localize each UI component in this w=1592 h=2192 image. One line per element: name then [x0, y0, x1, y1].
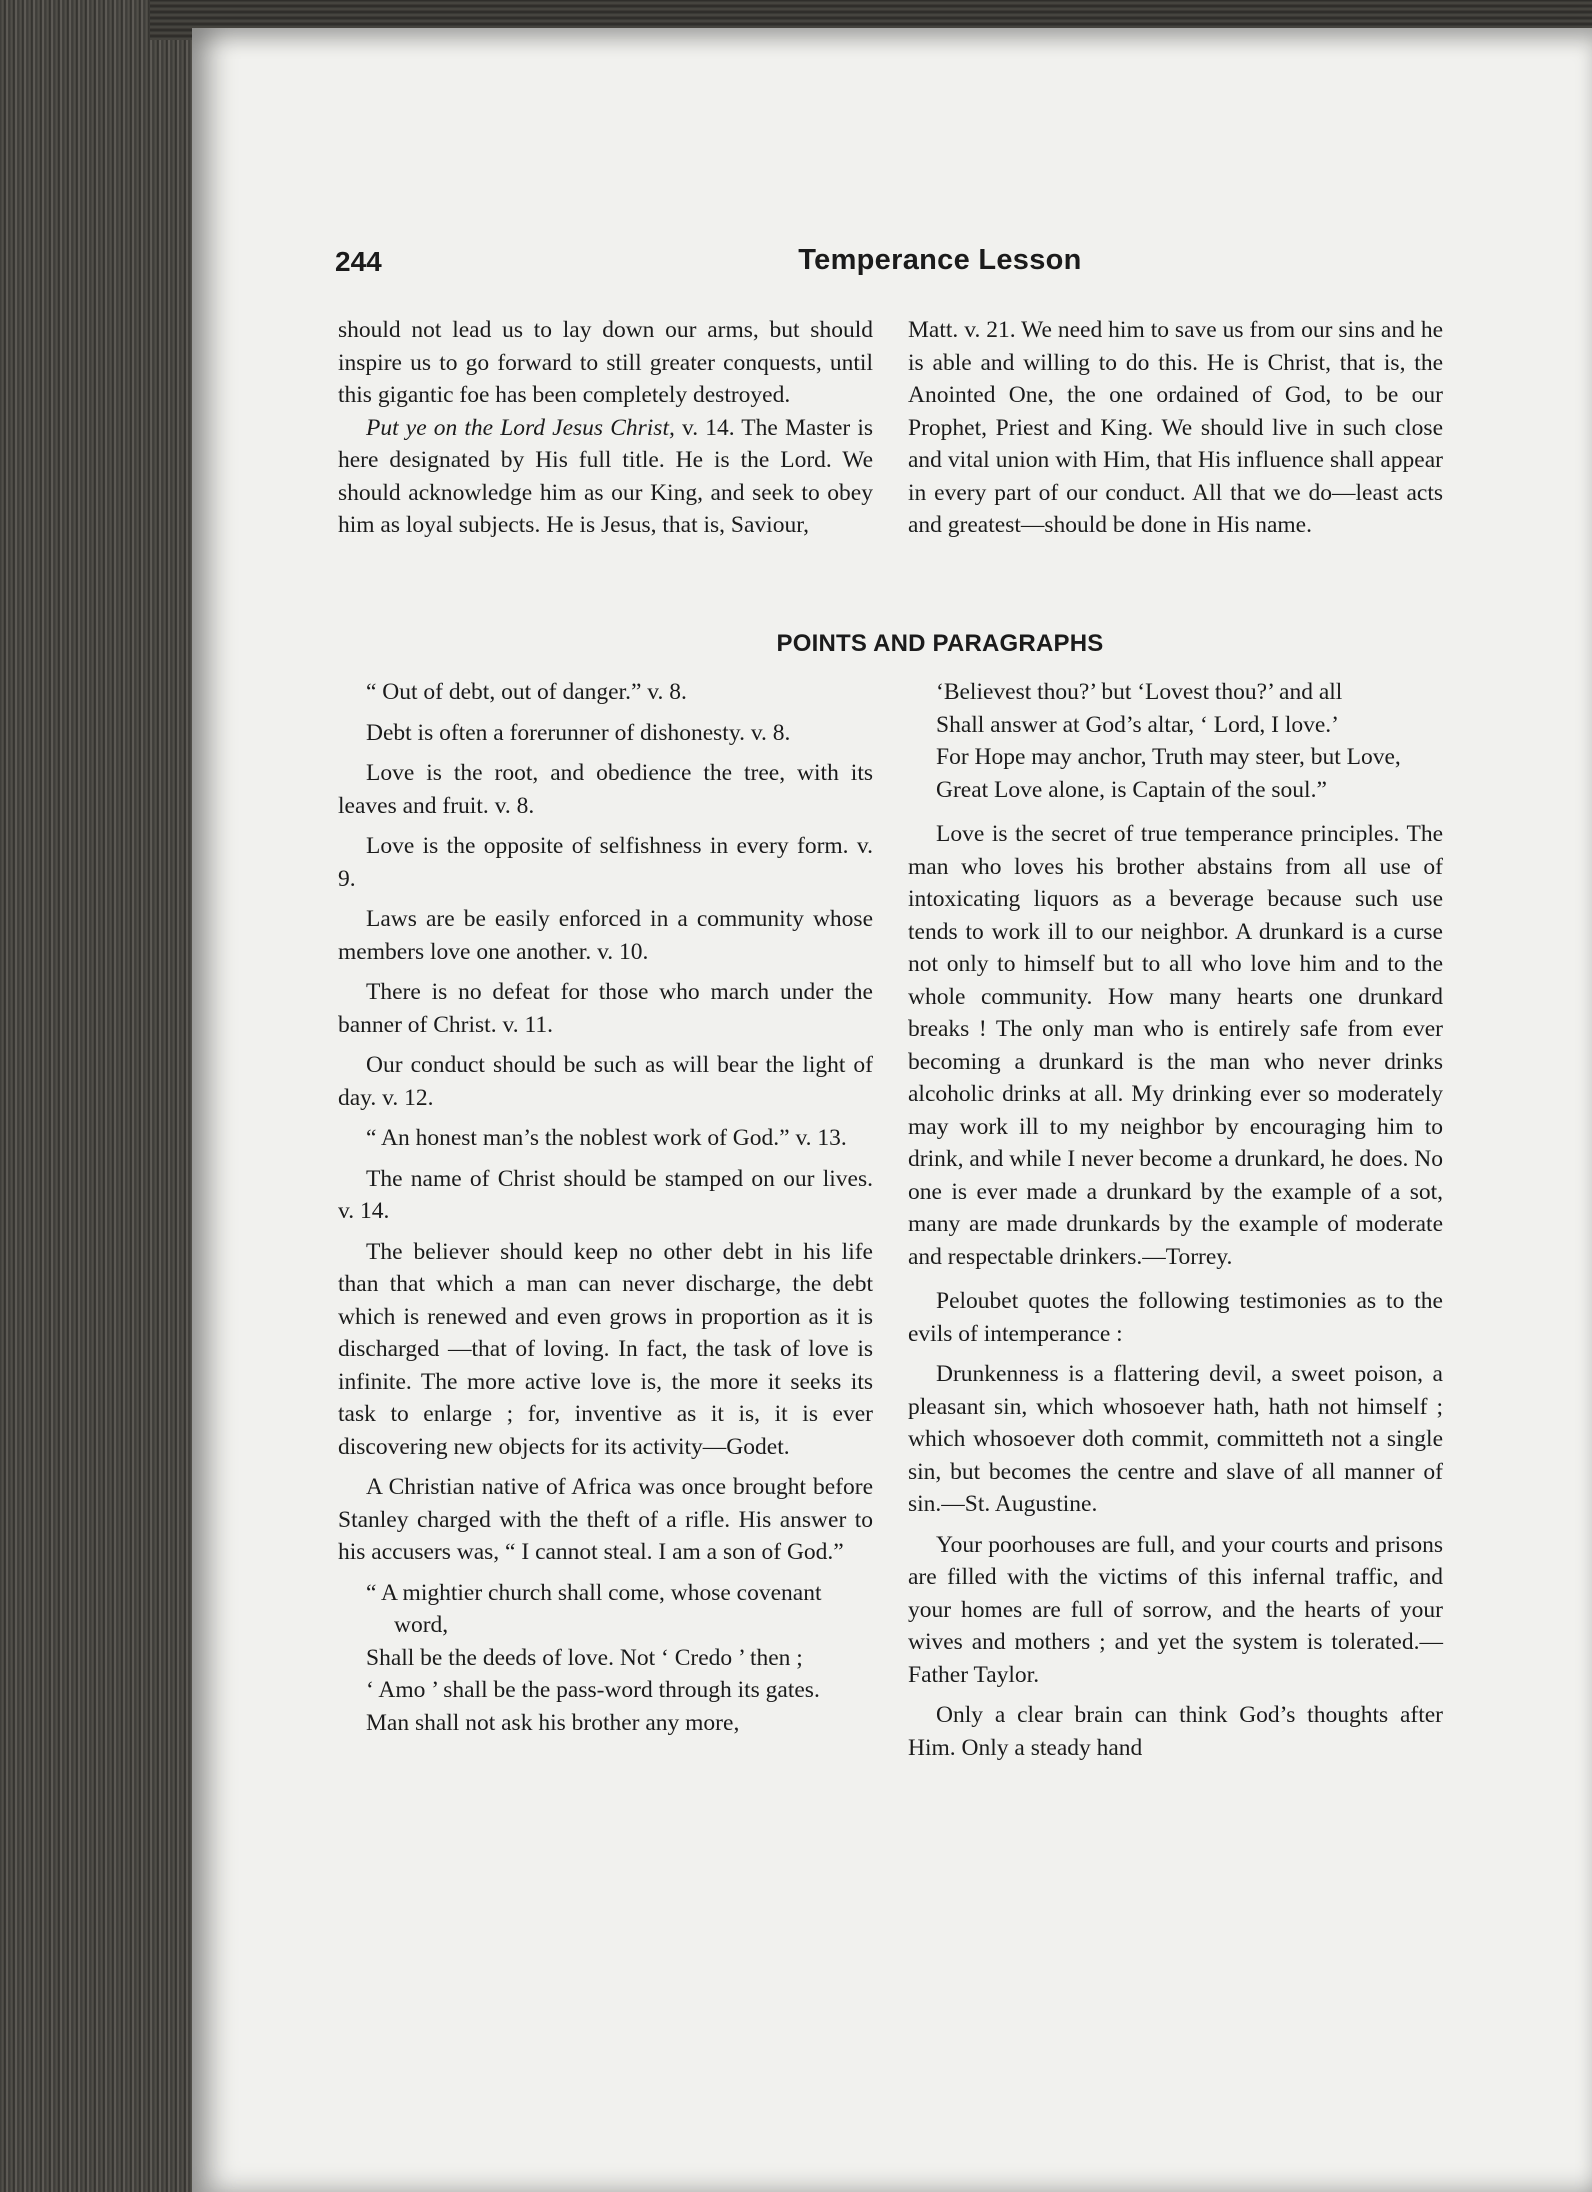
paragraph: Drunkenness is a flattering devil, a sweet poison, a pleasant sin, which whosoever hath, hath not himself ; which whosoever doth commit, committeth not a single sin, but becomes the centre and slave of all manner of sin.—St. Augustine.: [908, 1361, 1443, 1517]
point-item: “ An honest man’s the noblest work of God.” v. 13.: [366, 1125, 847, 1151]
paragraph: Only a clear brain can think God’s thoughts after Him. Only a steady hand: [908, 1702, 1443, 1761]
point-item: A Christian native of Africa was once brought before Stanley charged with the theft of a rifle. His answer to his accusers was, “ I cannot steal. I am a son of God.”: [338, 1474, 873, 1565]
top-left-column: [338, 314, 873, 542]
italic-lead: Put ye on the Lord Jesus Christ,: [366, 414, 675, 441]
paragraph: should not lead us to lay down our arms, but should inspire us to go forward to still greater conquests, until this gigantic foe has been completely destroyed.: [338, 317, 873, 408]
point-item: Love is the root, and obedience the tree, with its leaves and fruit. v. 8.: [338, 760, 873, 819]
poem-line: Shall answer at God’s altar, ‘ Lord, I love.’: [936, 711, 1340, 738]
poem-line: For Hope may anchor, Truth may steer, but Love,: [936, 744, 1401, 770]
poem-line: Great Love alone, is Captain of the soul.”: [936, 776, 1327, 803]
paragraph: Peloubet quotes the following testimonies as to the evils of intemperance :: [908, 1288, 1443, 1347]
paragraph: [338, 412, 873, 542]
poem-left: [338, 1577, 873, 1740]
running-title: Temperance Lesson: [798, 244, 1082, 276]
point-item: The believer should keep no other debt in his life than that which a man can never discharge, the debt which is renewed and even grows in proportion as it is discharged —that of loving. In fact, the task of love is infinite. The more active love is, the more it seeks its task to enlarge ; for, inventive as it is, it is ever discovering new objects for its activity—Godet.: [338, 1238, 873, 1460]
point-item: Our conduct should be such as will bear the light of day. v. 12.: [338, 1052, 873, 1111]
point-item: “ Out of debt, out of danger.” v. 8.: [366, 679, 687, 705]
point-item: Laws are be easily enforced in a community whose members love one another. v. 10.: [338, 906, 873, 965]
point-item: Love is the opposite of selfishness in every form. v. 9.: [338, 833, 873, 892]
poem-line: “ A mightier church shall come, whose covenant word,: [366, 1579, 822, 1638]
poem-line: Man shall not ask his brother any more,: [366, 1709, 740, 1736]
poem-line: ‘Believest thou?’ but ‘Lovest thou?’ and all: [936, 679, 1343, 705]
section-heading: POINTS AND PARAGRAPHS: [776, 630, 1104, 657]
top-right-column: [908, 314, 1443, 542]
point-item: The name of Christ should be stamped on our lives. v. 14.: [338, 1165, 873, 1224]
poem-line: Shall be the deeds of love. Not ‘ Credo ’ then ;: [366, 1644, 803, 1671]
poem-right: [908, 676, 1443, 806]
poem-line: ‘ Amo ’ shall be the pass-word through its gates.: [366, 1677, 820, 1703]
points-left-column: [338, 676, 873, 1739]
points-right-column: [908, 676, 1443, 1764]
paragraph-text: v. 14. The Master is here designated by His full title. He is the Lord. We should acknowledge him as our King, and seek to obey him as loyal subjects. He is Jesus, that is, Saviour,: [338, 414, 873, 538]
point-item: There is no defeat for those who march under the banner of Christ. v. 11.: [338, 979, 873, 1038]
book-page-edges: [0, 0, 200, 2192]
paragraph: Love is the secret of true temperance principles. The man who loves his brother abstains from all use of intoxicating liquors as a beverage because such use tends to work ill to our neighbor. A drunkard is a curse not only to himself but to all who love him and to the whole community. How many hearts one drunkard breaks ! The only man who is entirely safe from ever becoming a drunkard is the man who never drinks alcoholic drinks at all. My drinking ever so moderately may work ill to my neighbor by encouraging him to drink, and while I never become a drunkard, he does. No one is ever made a drunkard by the example of a sot, many are made drunkards by the example of moderate and respectable drinkers.—Torrey.: [908, 821, 1443, 1270]
page-header: [335, 246, 1545, 286]
page-sheet: [192, 28, 1592, 2192]
paragraph: Matt. v. 21. We need him to save us from our sins and he is able and willing to do this. He is Christ, that is, the Anointed One, the one ordained of God, to be our Prophet, Priest and King. We should live in such close and vital union with Him, that His influence shall appear in every part of our conduct. All that we do—least acts and greatest—should be done in His name.: [908, 317, 1443, 538]
page-number: 244: [335, 246, 382, 277]
point-item: Debt is often a forerunner of dishonesty. v. 8.: [366, 719, 791, 746]
paragraph: Your poorhouses are full, and your courts and prisons are filled with the victims of this infernal traffic, and your homes are full of sorrow, and the hearts of your wives and mothers ; and yet the system is tolerated.— Father Taylor.: [908, 1531, 1443, 1688]
